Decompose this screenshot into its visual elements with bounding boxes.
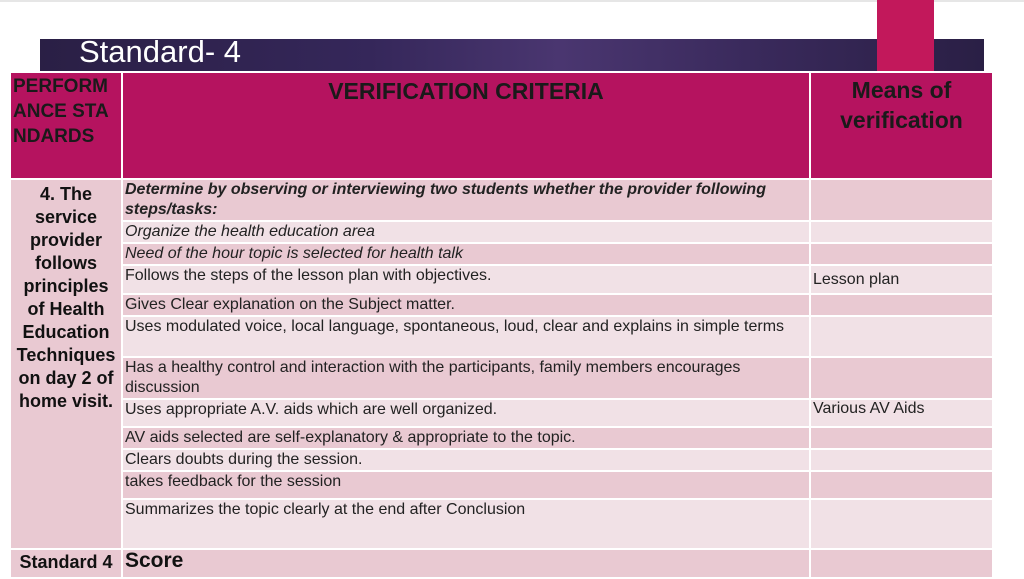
table-row — [10, 316, 993, 357]
criteria-cell: takes feedback for the session — [122, 471, 810, 499]
table-row — [10, 221, 993, 243]
table-row — [10, 265, 993, 294]
standards-table — [9, 71, 994, 579]
criteria-cell: Has a healthy control and interaction with the participants, family members encourages discussion — [122, 357, 810, 399]
criteria-cell: Need of the hour topic is selected for health talk — [122, 243, 810, 265]
criteria-cell: Follows the steps of the lesson plan with objectives. — [122, 265, 810, 294]
means-cell — [810, 499, 993, 549]
table-row — [10, 427, 993, 449]
means-cell — [810, 316, 993, 357]
criteria-cell: Determine by observing or interviewing two students whether the provider following steps/tasks: — [122, 179, 810, 221]
top-border-line — [0, 0, 1024, 2]
header-means-of-verification: Means of verification — [810, 72, 993, 179]
criteria-cell: Organize the health education area — [122, 221, 810, 243]
means-cell: Various AV Aids — [810, 399, 993, 427]
header-row — [10, 72, 993, 179]
header-performance-standards: PERFORMANCE STANDARDS — [10, 72, 122, 179]
means-cell — [810, 179, 993, 221]
criteria-cell: AV aids selected are self-explanatory & appropriate to the topic. — [122, 427, 810, 449]
table-row — [10, 179, 993, 221]
table-row — [10, 499, 993, 549]
criteria-cell: Gives Clear explanation on the Subject matter. — [122, 294, 810, 316]
table-row — [10, 471, 993, 499]
standard-label: Standard 4 — [10, 549, 122, 578]
means-cell — [810, 294, 993, 316]
performance-standard-text: 4. The service provider follows principles of Health Education Techniques on day 2 of home visit. — [10, 179, 122, 549]
means-cell — [810, 357, 993, 399]
criteria-cell: Uses modulated voice, local language, spontaneous, loud, clear and explains in simple terms — [122, 316, 810, 357]
criteria-cell: Summarizes the topic clearly at the end after Conclusion — [122, 499, 810, 549]
means-cell — [810, 243, 993, 265]
score-means-cell — [810, 549, 993, 578]
table-row — [10, 357, 993, 399]
table-row — [10, 294, 993, 316]
score-row — [10, 549, 993, 578]
score-label: Score — [122, 549, 810, 578]
means-cell — [810, 427, 993, 449]
accent-tab — [877, 0, 934, 72]
table-row — [10, 399, 993, 427]
header-verification-criteria: VERIFICATION CRITERIA — [122, 72, 810, 179]
slide-title: Standard- 4 — [79, 34, 241, 69]
means-cell — [810, 471, 993, 499]
means-cell — [810, 449, 993, 471]
table-row — [10, 449, 993, 471]
criteria-cell: Clears doubts during the session. — [122, 449, 810, 471]
criteria-cell: Uses appropriate A.V. aids which are well organized. — [122, 399, 810, 427]
table-row — [10, 243, 993, 265]
means-cell: Lesson plan — [810, 265, 993, 294]
means-cell — [810, 221, 993, 243]
